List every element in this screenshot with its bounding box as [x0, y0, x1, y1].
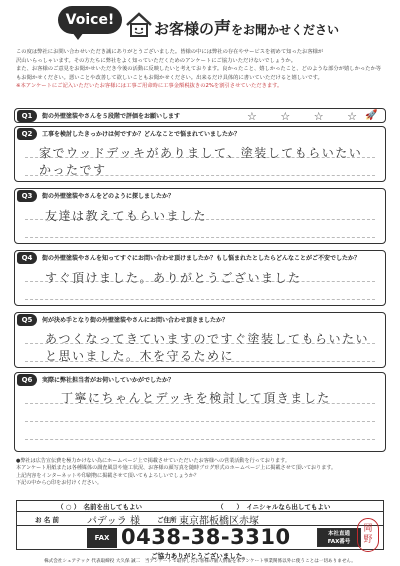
question-number: Q2	[17, 128, 37, 140]
answer-text: すぐ頂けました。ありがとうございました	[45, 271, 302, 285]
name-label: お 名 前	[35, 516, 60, 524]
voice-bubble: Voice!	[58, 6, 122, 34]
answer-text: 友達は教えてもらいました	[45, 209, 208, 223]
intro-line: この度は弊社にお問い合わせいただき誠にありがとうございました。皆様の中には弊社の存在やサービスを初めて知ったお客様が	[16, 49, 324, 55]
question-header	[15, 313, 228, 326]
house-icon	[124, 10, 154, 40]
question-q6	[14, 372, 386, 452]
question-q5	[14, 312, 386, 368]
note-line: 下記の中から○印をお付けください。	[16, 479, 102, 486]
address-label: ご住所	[157, 516, 177, 524]
answer-line	[25, 237, 375, 238]
question-header	[15, 189, 174, 202]
intro-line: もお聞かせください。悪いことや改善して欲しいこともお聞かせください。出来るだけ具体的に書いていただけると嬉しいです。	[16, 74, 323, 81]
consent-initial-option[interactable]: （ ） イニシャルなら出してもよい	[217, 502, 331, 511]
question-number: Q4	[17, 252, 37, 264]
answer-text: 家でウッドデッキがありまして、塗装してもらいたい	[39, 146, 363, 160]
question-text: 工事を検討したきっかけは何ですか？どんなことで悩まれていましたか？	[42, 131, 241, 138]
seal-stamp	[357, 518, 379, 552]
answer-text: かったです	[39, 163, 107, 177]
fax-icon: FAX	[87, 528, 117, 548]
note-line: 上記内容をインターネットや印刷物に掲載させて頂いてもよろしいでしょうか？	[16, 472, 199, 479]
question-q4	[14, 250, 386, 306]
intro-text	[16, 48, 386, 91]
customer-form	[16, 500, 384, 550]
answer-text: と思いました。木を守るために	[45, 349, 235, 363]
name-field[interactable]: パデッラ 様	[87, 516, 140, 527]
intro-line: また、お客様のご意見をお聞かせいただき今後の活動に反映したいと考えております。良かったこと、嬉しかったこと、どのような部分が嬉しかったか等	[16, 66, 382, 73]
address-field[interactable]: 東京都板橋区赤塚	[179, 516, 259, 527]
note-line: 本アンケート用紙または各種媒体の調査風景や施工状況、お客様の顔写真を随時ブログ形式のホームページ上に掲載させて頂いております。	[16, 465, 337, 472]
company-block	[10, 558, 390, 564]
consent-name-option[interactable]: （ ○ ） 名前を出してもよい	[57, 502, 142, 511]
page-title	[154, 14, 339, 39]
question-number: Q1	[17, 110, 37, 122]
question-text: 街の外壁塗装やさんをどのように探しましたか？	[42, 193, 175, 200]
publication-note	[16, 458, 386, 487]
fax-direct-label	[317, 528, 361, 547]
consent-row	[17, 501, 383, 512]
question-q1	[14, 108, 386, 123]
rocket-icon: 🚀	[365, 110, 378, 121]
stamp-char: 野	[363, 535, 373, 545]
answer-line	[25, 439, 375, 440]
question-number: Q6	[17, 374, 37, 386]
name-address-row	[17, 512, 383, 526]
question-number: Q3	[17, 190, 37, 202]
fax-side-line: 本社直通	[327, 531, 350, 537]
note-line: ●弊社は広告宣伝費を極力かけない為にホームページ上で掲載させていただいたお客様への営業活動を行っております。	[16, 458, 290, 464]
question-header	[15, 251, 360, 264]
question-q2	[14, 126, 386, 182]
question-header	[15, 127, 240, 140]
answer-line	[25, 299, 375, 300]
header	[58, 2, 348, 48]
question-header	[15, 373, 174, 386]
fax-side-line: FAX番号	[327, 539, 351, 545]
answer-text: あつくなってきていますのですぐ塗装してもらいたい	[45, 332, 370, 346]
question-text: 街の外壁塗装やさんを知ってすぐにお問い合わせ頂けましたか？もし悩まれたとしたらどんなことがご不安でしたか？	[42, 255, 361, 262]
privacy-note: 当アンケートで取得したお客様の個人情報を本アンケート事業関係以外に使うことは一切ありません。	[144, 559, 356, 564]
title-part-b: 声	[214, 19, 232, 39]
fax-number: 0438-38-3310	[121, 525, 291, 549]
thanks-text: ご協力ありがとうございました。	[151, 552, 249, 560]
answer-text: 丁寧にちゃんとデッキを検討して頂きました	[61, 391, 331, 405]
question-text: 何が決め手となり街の外壁塗装やさんにお問い合わせ頂きましたか？	[42, 317, 229, 324]
company-name: 株式会社シェアテック 代表取締役 大久保 誠二	[44, 559, 141, 564]
title-part-c: をお聞かせください	[231, 23, 340, 37]
intro-line: 沢山いらっしゃいます。その方たちに弊社をよく知っていただくためのアンケートにご協力いただけないでしょうか。	[16, 57, 296, 64]
question-text: 実際に弊社担当者がお伺いしていかがでしたか？	[42, 377, 175, 384]
stamp-char: 岡	[363, 524, 373, 534]
question-text: 街の外壁塗装やさんを５段階で評価をお願いします	[42, 113, 181, 120]
title-part-a: お客様の	[154, 20, 215, 38]
question-q3	[14, 188, 386, 244]
discount-notice: ※本アンケートにご記入いただいたお客様には工事ご用命時に工事金額税抜きの2%を割引させていただきます。	[16, 83, 283, 90]
rating-stars[interactable]: ☆ ☆ ☆ ☆	[247, 110, 367, 123]
question-header	[15, 109, 180, 122]
answer-line	[25, 421, 375, 422]
question-number: Q5	[17, 314, 37, 326]
